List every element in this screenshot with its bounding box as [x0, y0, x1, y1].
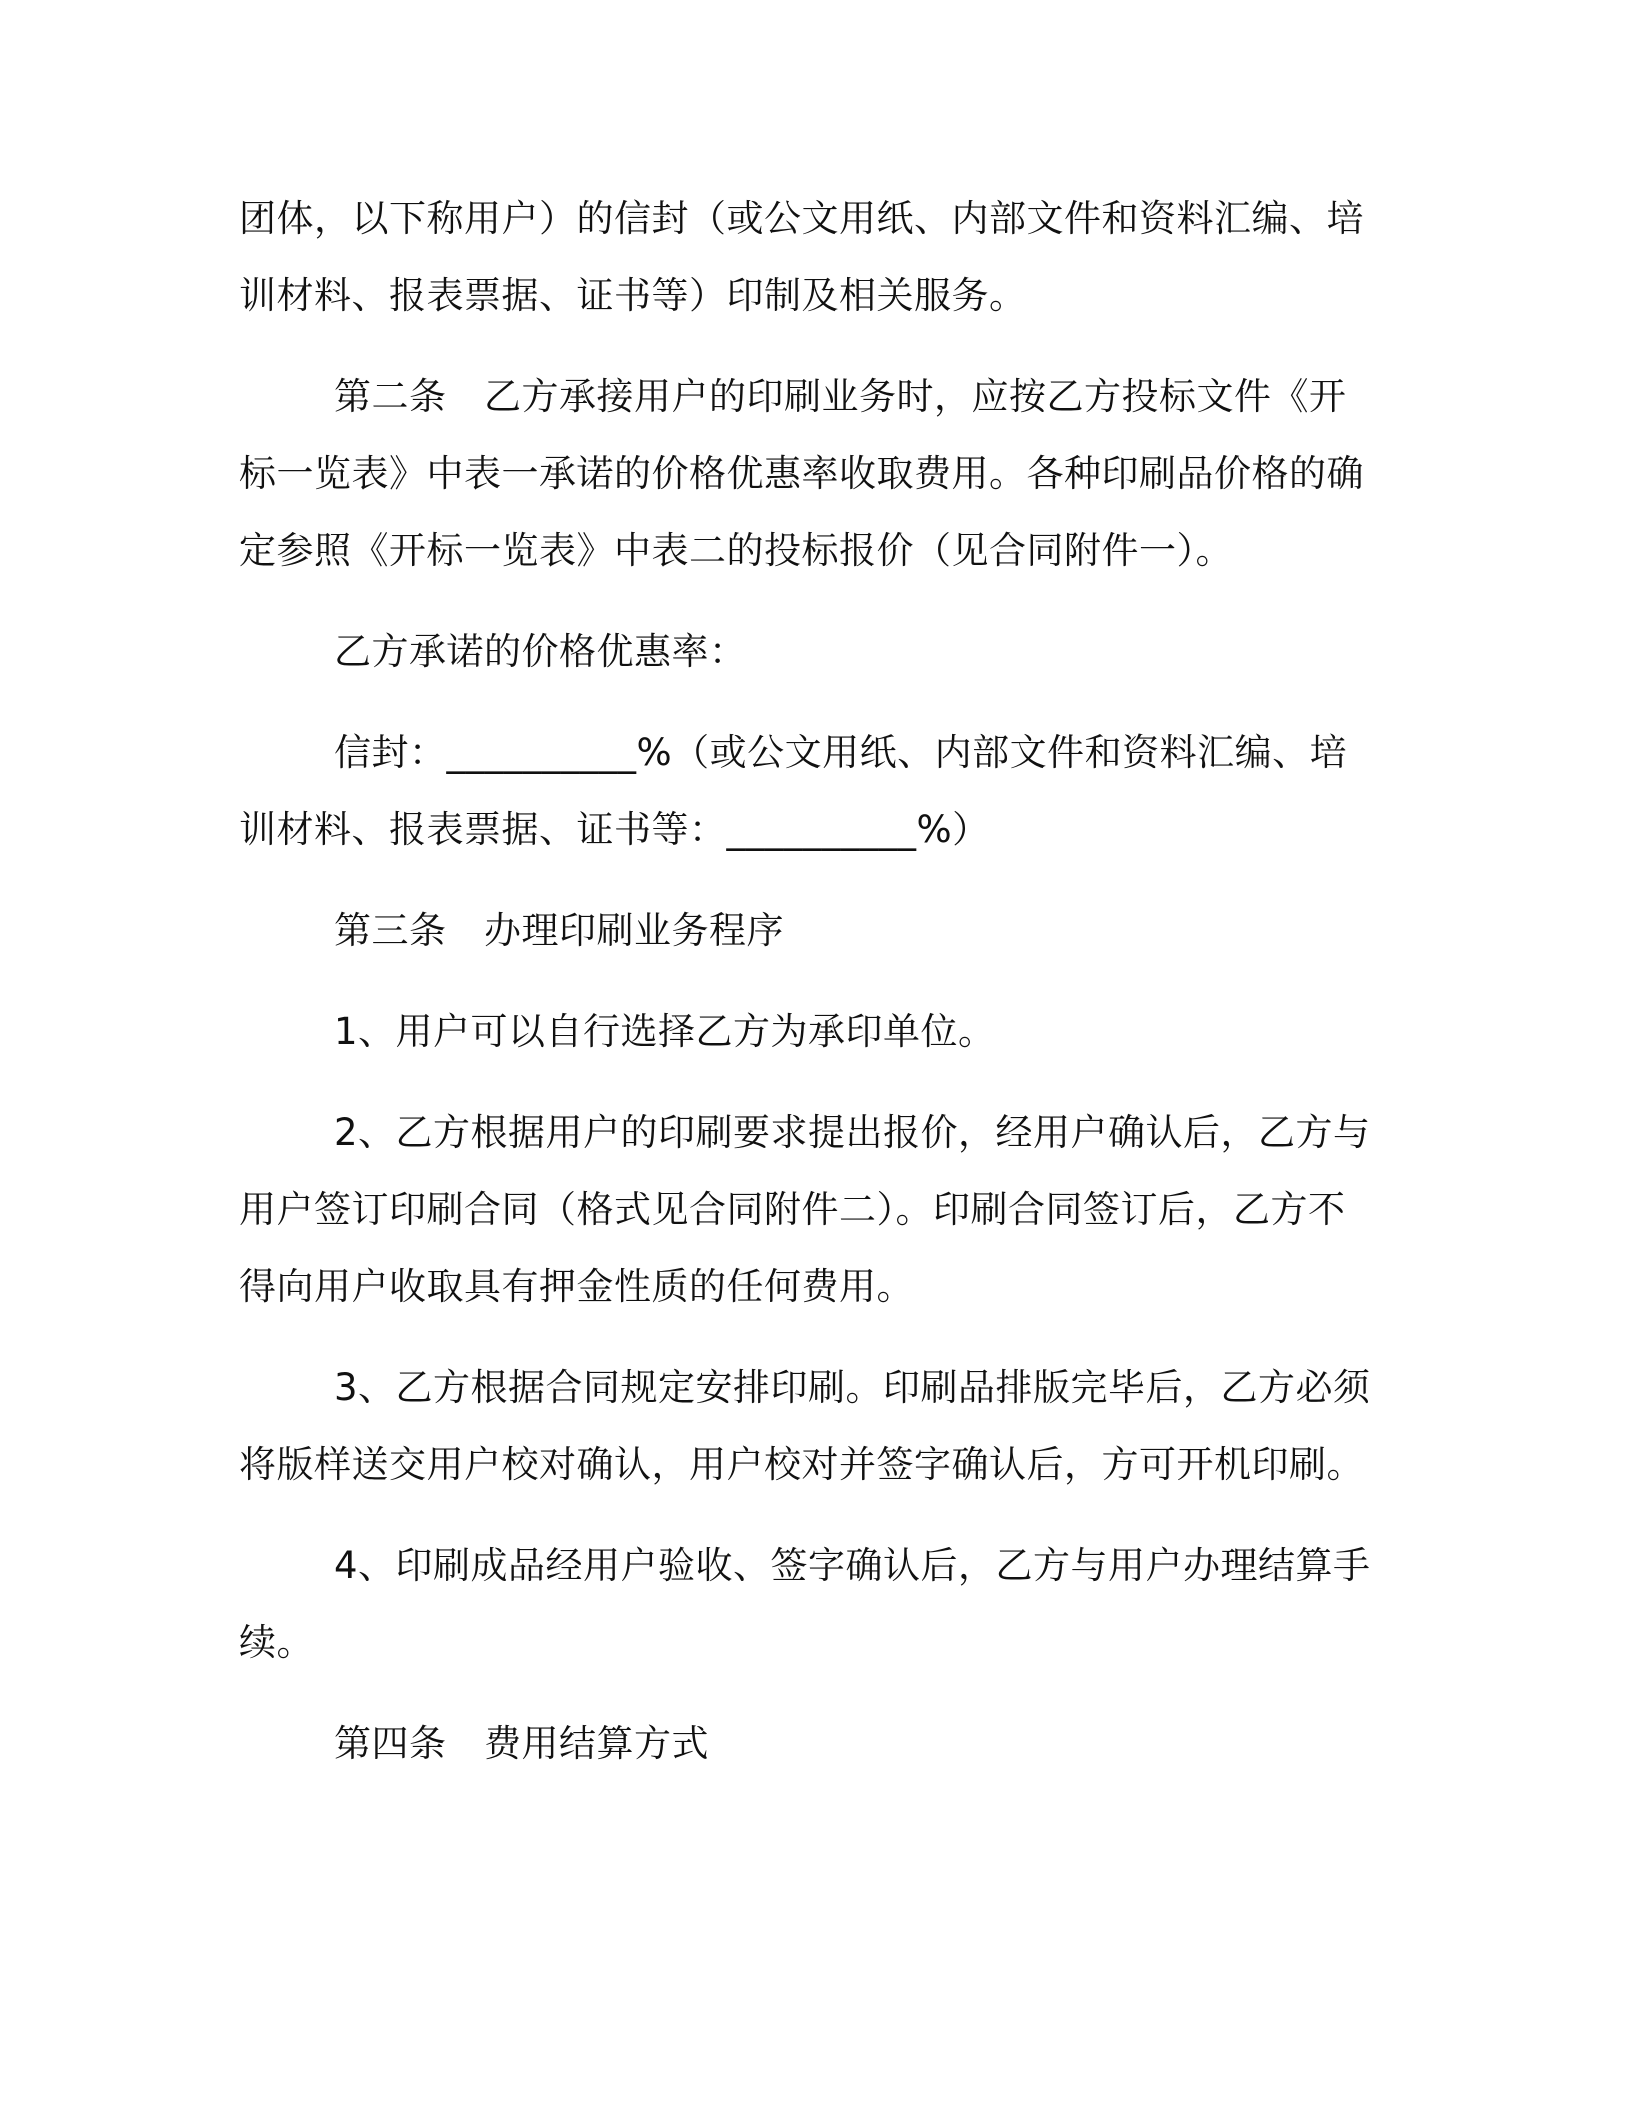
- discount-rate-blanks: 信封：__________%（或公文用纸、内部文件和资料汇编、培训材料、报表票据、证书等：__________%）: [239, 731, 1348, 851]
- procedure-item-4: 4、印刷成品经用户验收、签字确认后，乙方与用户办理结算手续。: [239, 1544, 1371, 1664]
- article-4-heading: 第四条 费用结算方式: [334, 1722, 709, 1765]
- article-2-paragraph: 第二条 乙方承接用户的印刷业务时，应按乙方投标文件《开标一览表》中表一承诺的价格优惠率收取费用。各种印刷品价格的确定参照《开标一览表》中表二的投标报价（见合同附件一）。: [239, 375, 1364, 572]
- discount-rate-heading: 乙方承诺的价格优惠率：: [334, 630, 747, 673]
- paragraph-continuation: 团体，以下称用户）的信封（或公文用纸、内部文件和资料汇编、培训材料、报表票据、证书等）印制及相关服务。: [239, 197, 1364, 317]
- article-3-heading: 第三条 办理印刷业务程序: [334, 909, 784, 952]
- procedure-item-3: 3、乙方根据合同规定安排印刷。印刷品排版完毕后，乙方必须将版样送交用户校对确认，用户校对并签字确认后，方可开机印刷。: [239, 1366, 1371, 1486]
- procedure-item-2: 2、乙方根据用户的印刷要求提出报价，经用户确认后，乙方与用户签订印刷合同（格式见合同附件二）。印刷合同签订后，乙方不得向用户收取具有押金性质的任何费用。: [239, 1111, 1371, 1308]
- procedure-item-1: 1、用户可以自行选择乙方为承印单位。: [334, 1010, 996, 1053]
- document-body: [239, 180, 1379, 1806]
